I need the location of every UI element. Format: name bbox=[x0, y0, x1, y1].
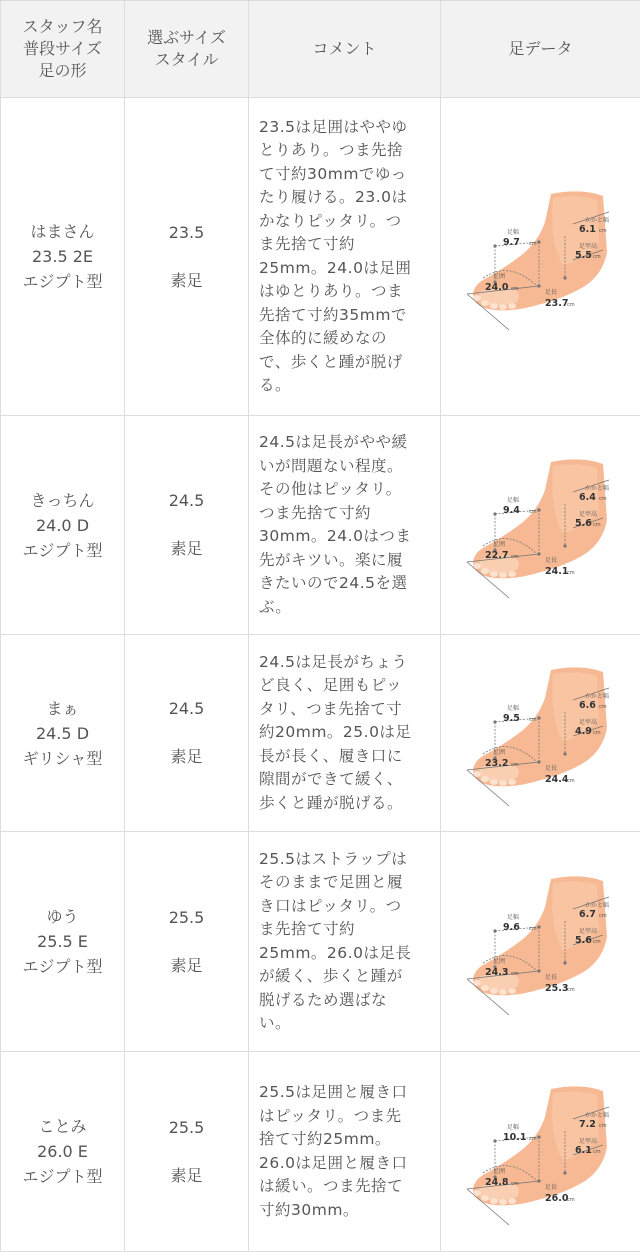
header-size bbox=[125, 1, 249, 98]
width-value: 9.6 bbox=[503, 922, 520, 933]
chosen-size: 25.5 bbox=[129, 908, 244, 927]
comment-cell bbox=[249, 635, 441, 832]
comment-line: 長が長く、履き口に bbox=[259, 745, 430, 769]
table-row bbox=[1, 832, 640, 1052]
instep-label: 足甲高 bbox=[579, 718, 597, 726]
girth-unit: cm bbox=[511, 286, 519, 292]
style-label: 素足 bbox=[129, 1163, 244, 1186]
comment-line: 25.5はストラップは bbox=[259, 848, 430, 872]
comment-line: 歩くと踵が脱げる。 bbox=[259, 792, 430, 816]
instep-unit: cm bbox=[593, 254, 601, 260]
comment-line: 全体的に緩めなの bbox=[259, 327, 430, 351]
style-label: 素足 bbox=[129, 744, 244, 767]
length-unit: cm bbox=[567, 570, 575, 576]
comment-line: タリ、つま先捨て寸 bbox=[259, 698, 430, 722]
staff-line: 25.5 E bbox=[5, 929, 120, 954]
girth-value: 24.8 bbox=[485, 1177, 509, 1188]
comment-line: て寸約30mmでゆっ bbox=[259, 163, 430, 187]
instep-label: 足甲高 bbox=[579, 242, 597, 250]
heel-label: かかと幅 bbox=[585, 1111, 609, 1119]
foot-diagram bbox=[453, 1077, 629, 1227]
heel-unit: cm bbox=[599, 704, 607, 710]
comment-cell bbox=[249, 98, 441, 416]
comment-line: その他はピッタリ。 bbox=[259, 478, 430, 502]
instep-label: 足甲高 bbox=[579, 1137, 597, 1145]
heel-label: かかと幅 bbox=[585, 692, 609, 700]
table-row bbox=[1, 1052, 640, 1252]
staff-cell bbox=[1, 635, 125, 832]
comment-line: きたいので24.5を選 bbox=[259, 572, 430, 596]
comment-cell bbox=[249, 416, 441, 635]
girth-unit: cm bbox=[511, 554, 519, 560]
comment-line: 25.5は足囲と履き口 bbox=[259, 1081, 430, 1105]
comment-line: 25mm。24.0は足囲 bbox=[259, 257, 430, 281]
instep-value: 5.6 bbox=[575, 935, 592, 946]
comment-line: 30mm。24.0はつま bbox=[259, 525, 430, 549]
header-size-line: 選ぶサイズ bbox=[129, 27, 244, 49]
length-unit: cm bbox=[567, 1197, 575, 1203]
staff-line: 24.0 D bbox=[5, 513, 120, 538]
size-cell bbox=[125, 832, 249, 1052]
staff-line: 23.5 2E bbox=[5, 244, 120, 269]
staff-line: ことみ bbox=[5, 1114, 120, 1139]
width-label: 足幅 bbox=[507, 496, 519, 504]
comment-line: 23.5は足囲はややゆ bbox=[259, 116, 430, 140]
staff-line: ゆう bbox=[5, 904, 120, 929]
comment-line: たり履ける。23.0は bbox=[259, 186, 430, 210]
comment-line: いが問題ない程度。 bbox=[259, 455, 430, 479]
comment-line: 26.0は足囲と履き口 bbox=[259, 1152, 430, 1176]
girth-value: 24.0 bbox=[485, 282, 509, 293]
comment-line: 先捨て寸約35mmで bbox=[259, 304, 430, 328]
girth-label: 足囲 bbox=[493, 748, 505, 756]
staff-line: エジプト型 bbox=[5, 269, 120, 294]
foot-data-cell bbox=[441, 635, 640, 832]
width-value: 9.7 bbox=[503, 237, 520, 248]
chosen-size: 24.5 bbox=[129, 699, 244, 718]
comment-line: つま先捨て寸約 bbox=[259, 502, 430, 526]
foot-data-cell bbox=[441, 1052, 640, 1252]
comment-line: が緩く、歩くと踵が bbox=[259, 965, 430, 989]
staff-line: きっちん bbox=[5, 488, 120, 513]
heel-unit: cm bbox=[599, 1123, 607, 1129]
width-unit: cm bbox=[529, 241, 537, 247]
width-unit: cm bbox=[529, 509, 537, 515]
comment-line: 脱げるため選ばな bbox=[259, 989, 430, 1013]
heel-unit: cm bbox=[599, 228, 607, 234]
length-unit: cm bbox=[567, 987, 575, 993]
girth-value: 23.2 bbox=[485, 758, 508, 769]
staff-line: エジプト型 bbox=[5, 538, 120, 563]
instep-value: 5.6 bbox=[575, 518, 592, 529]
width-value: 9.5 bbox=[503, 713, 520, 724]
staff-cell bbox=[1, 98, 125, 416]
staff-line: エジプト型 bbox=[5, 1164, 120, 1189]
girth-unit: cm bbox=[511, 762, 519, 768]
width-label: 足幅 bbox=[507, 228, 519, 236]
length-label: 足長 bbox=[545, 556, 557, 564]
comment-line: 24.5は足長がちょう bbox=[259, 651, 430, 675]
comment-line: い。 bbox=[259, 1012, 430, 1036]
width-value: 10.1 bbox=[503, 1132, 526, 1143]
comment-line: 24.5は足長がやや緩 bbox=[259, 431, 430, 455]
foot-diagram bbox=[453, 867, 629, 1017]
heel-value: 6.4 bbox=[579, 492, 596, 503]
length-unit: cm bbox=[567, 302, 575, 308]
width-label: 足幅 bbox=[507, 913, 519, 921]
heel-unit: cm bbox=[599, 913, 607, 919]
staff-cell bbox=[1, 1052, 125, 1252]
style-label: 素足 bbox=[129, 536, 244, 559]
girth-value: 22.7 bbox=[485, 550, 508, 561]
length-label: 足長 bbox=[545, 288, 557, 296]
heel-value: 6.1 bbox=[579, 224, 596, 235]
length-value: 26.0 bbox=[545, 1193, 569, 1204]
length-value: 23.7 bbox=[545, 298, 568, 309]
girth-label: 足囲 bbox=[493, 272, 505, 280]
table-row bbox=[1, 416, 640, 635]
length-label: 足長 bbox=[545, 973, 557, 981]
comment-line: とりあり。つま先捨 bbox=[259, 139, 430, 163]
comment-line: かなりピッタリ。つ bbox=[259, 210, 430, 234]
girth-label: 足囲 bbox=[493, 540, 505, 548]
comment-line: そのままで足囲と履 bbox=[259, 871, 430, 895]
header-foot-data: 足データ bbox=[441, 1, 640, 98]
staff-line: 24.5 D bbox=[5, 721, 120, 746]
width-label: 足幅 bbox=[507, 1123, 519, 1131]
comment-line: はピッタリ。つま先 bbox=[259, 1105, 430, 1129]
table-header-row bbox=[1, 1, 640, 98]
style-label: 素足 bbox=[129, 953, 244, 976]
header-staff bbox=[1, 1, 125, 98]
instep-unit: cm bbox=[593, 730, 601, 736]
table-row bbox=[1, 635, 640, 832]
length-label: 足長 bbox=[545, 1183, 557, 1191]
comment-cell bbox=[249, 1052, 441, 1252]
foot-diagram bbox=[453, 182, 629, 332]
instep-value: 4.9 bbox=[575, 726, 592, 737]
comment-line: で、歩くと踵が脱げ bbox=[259, 351, 430, 375]
instep-value: 5.5 bbox=[575, 250, 592, 261]
comment-line: る。 bbox=[259, 374, 430, 398]
staff-line: エジプト型 bbox=[5, 954, 120, 979]
heel-label: かかと幅 bbox=[585, 484, 609, 492]
header-staff-line: 普段サイズ bbox=[5, 38, 120, 60]
length-label: 足長 bbox=[545, 764, 557, 772]
staff-line: 26.0 E bbox=[5, 1139, 120, 1164]
instep-unit: cm bbox=[593, 1149, 601, 1155]
instep-label: 足甲高 bbox=[579, 927, 597, 935]
comment-line: はゆとりあり。つま bbox=[259, 280, 430, 304]
comment-line: 寸約30mm。 bbox=[259, 1199, 430, 1223]
width-value: 9.4 bbox=[503, 505, 520, 516]
chosen-size: 23.5 bbox=[129, 223, 244, 242]
foot-data-cell bbox=[441, 832, 640, 1052]
comment-line: ま先捨て寸約 bbox=[259, 918, 430, 942]
foot-diagram bbox=[453, 450, 629, 600]
length-value: 24.1 bbox=[545, 566, 568, 577]
instep-unit: cm bbox=[593, 939, 601, 945]
instep-value: 6.1 bbox=[575, 1145, 592, 1156]
header-staff-line: 足の形 bbox=[5, 60, 120, 82]
comment-line: 隙間ができて緩く、 bbox=[259, 768, 430, 792]
size-cell bbox=[125, 416, 249, 635]
style-label: 素足 bbox=[129, 268, 244, 291]
girth-value: 24.3 bbox=[485, 967, 508, 978]
header-size-line: スタイル bbox=[129, 49, 244, 71]
header-comment: コメント bbox=[249, 1, 441, 98]
comment-line: 25mm。26.0は足長 bbox=[259, 942, 430, 966]
chosen-size: 24.5 bbox=[129, 491, 244, 510]
comment-line: ま先捨て寸約 bbox=[259, 233, 430, 257]
length-unit: cm bbox=[567, 778, 575, 784]
staff-cell bbox=[1, 416, 125, 635]
table-row bbox=[1, 98, 640, 416]
comment-line: 先がキツい。楽に履 bbox=[259, 549, 430, 573]
instep-unit: cm bbox=[593, 522, 601, 528]
width-unit: cm bbox=[529, 717, 537, 723]
foot-data-cell bbox=[441, 416, 640, 635]
comment-cell bbox=[249, 832, 441, 1052]
staff-line: ギリシャ型 bbox=[5, 746, 120, 771]
heel-label: かかと幅 bbox=[585, 216, 609, 224]
comment-line: ぶ。 bbox=[259, 596, 430, 620]
comment-line: は緩い。つま先捨て bbox=[259, 1175, 430, 1199]
instep-label: 足甲高 bbox=[579, 510, 597, 518]
header-staff-line: スタッフ名 bbox=[5, 16, 120, 38]
width-unit: cm bbox=[529, 1136, 537, 1142]
comment-line: ど良く、足囲もピッ bbox=[259, 674, 430, 698]
comment-line: 約20mm。25.0は足 bbox=[259, 721, 430, 745]
comment-line: 捨て寸約25mm。 bbox=[259, 1128, 430, 1152]
size-cell bbox=[125, 98, 249, 416]
heel-value: 6.6 bbox=[579, 700, 596, 711]
staff-line: はまさん bbox=[5, 219, 120, 244]
width-unit: cm bbox=[529, 926, 537, 932]
length-value: 25.3 bbox=[545, 983, 568, 994]
size-cell bbox=[125, 1052, 249, 1252]
staff-line: まぁ bbox=[5, 696, 120, 721]
size-cell bbox=[125, 635, 249, 832]
heel-unit: cm bbox=[599, 496, 607, 502]
girth-unit: cm bbox=[511, 971, 519, 977]
comment-line: き口はピッタリ。つ bbox=[259, 895, 430, 919]
length-value: 24.4 bbox=[545, 774, 569, 785]
foot-data-cell bbox=[441, 98, 640, 416]
girth-label: 足囲 bbox=[493, 1167, 505, 1175]
chosen-size: 25.5 bbox=[129, 1118, 244, 1137]
width-label: 足幅 bbox=[507, 704, 519, 712]
girth-label: 足囲 bbox=[493, 957, 505, 965]
girth-unit: cm bbox=[511, 1181, 519, 1187]
foot-diagram bbox=[453, 658, 629, 808]
staff-cell bbox=[1, 832, 125, 1052]
heel-label: かかと幅 bbox=[585, 901, 609, 909]
heel-value: 7.2 bbox=[579, 1119, 596, 1130]
heel-value: 6.7 bbox=[579, 909, 596, 920]
